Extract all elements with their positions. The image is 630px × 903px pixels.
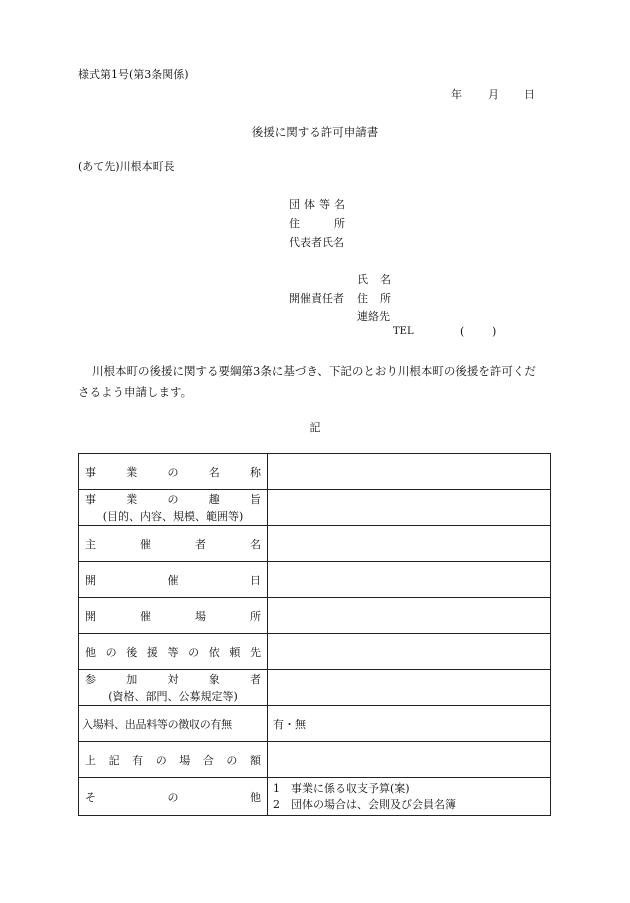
table-row [79,454,551,490]
form-number: 様式第1号(第3条関係) [78,68,189,81]
row-value: 有・無 [273,717,306,731]
ki-heading: 記 [309,421,321,434]
row-label-cell [79,490,268,526]
date-day-label: 日 [524,88,535,101]
row-label: 上 記 有 の 場 合 の 額 [85,753,261,767]
row-label-cell [79,526,268,562]
row-value-cell[interactable] [268,706,551,742]
tel-paren-close: ) [492,325,497,338]
organizer-address-label: 住 所 [357,292,391,305]
body-text-line1: 川根本町の後援に関する要綱第3条に基づき、下記のとおり川根本町の後援を許可くだ [92,364,536,378]
table-row [79,634,551,670]
row-label: 事 業 の 趣 旨 [85,493,261,506]
row-label-cell [79,454,268,490]
table-row [79,562,551,598]
attachment-note: 2 団体の場合は、会則及び会員名簿 [273,797,456,811]
row-value-cell[interactable] [268,670,551,706]
row-label: 開 催 日 [85,573,261,587]
row-label-cell [79,670,268,706]
organizer-contact-label: 連絡先 [357,310,390,323]
row-value-cell[interactable] [268,634,551,670]
row-label-cell [79,598,268,634]
organizer-group-label: 開催責任者 [289,292,344,305]
row-label: そ の 他 [85,790,261,804]
table-row [79,742,551,778]
row-label: 開 催 場 所 [85,609,261,623]
row-label: 主 催 者 名 [85,537,261,551]
row-label-cell [79,634,268,670]
row-sublabel: (資格、部門、公募規定等) [108,690,238,703]
row-value-cell[interactable] [268,526,551,562]
tel-paren-open: ( [460,325,465,338]
org-name-label: 団 体 等 名 [289,198,345,211]
row-label-cell [79,742,268,778]
tel-label: TEL [393,326,414,337]
row-value-cell[interactable] [268,598,551,634]
table-row [79,706,551,742]
row-label: 他 の 後 援 等 の 依 頼 先 [85,645,261,659]
row-value-cell[interactable] [268,562,551,598]
row-label: 参 加 対 象 者 [85,673,261,686]
body-text-line2: さるよう申請します。 [78,385,193,399]
row-value-cell[interactable] [268,778,551,816]
row-value-cell[interactable] [268,454,551,490]
representative-label: 代表者氏名 [289,236,344,249]
date-year-label: 年 [451,88,462,101]
row-label: 事 業 の 名 称 [85,465,261,479]
row-label-cell [79,562,268,598]
date-month-label: 月 [488,88,499,101]
table-row [79,490,551,526]
table-row [79,526,551,562]
row-label-cell [79,778,268,816]
row-sublabel: (目的、内容、規模、範囲等) [102,510,244,523]
application-table [78,453,551,816]
row-value-cell[interactable] [268,490,551,526]
table-row [79,670,551,706]
addressee: (あて先)川根本町長 [78,160,175,173]
address-label: 住 所 [289,217,345,230]
row-value-cell[interactable] [268,742,551,778]
table-row [79,598,551,634]
row-label: 入場料、出品料等の徴収の有無 [82,717,232,731]
row-label-cell [79,706,268,742]
document-title: 後援に関する許可申請書 [251,125,379,139]
attachment-note: 1 事業に係る収支予算(案) [273,781,410,795]
organizer-name-label: 氏 名 [357,273,391,286]
table-row [79,778,551,816]
